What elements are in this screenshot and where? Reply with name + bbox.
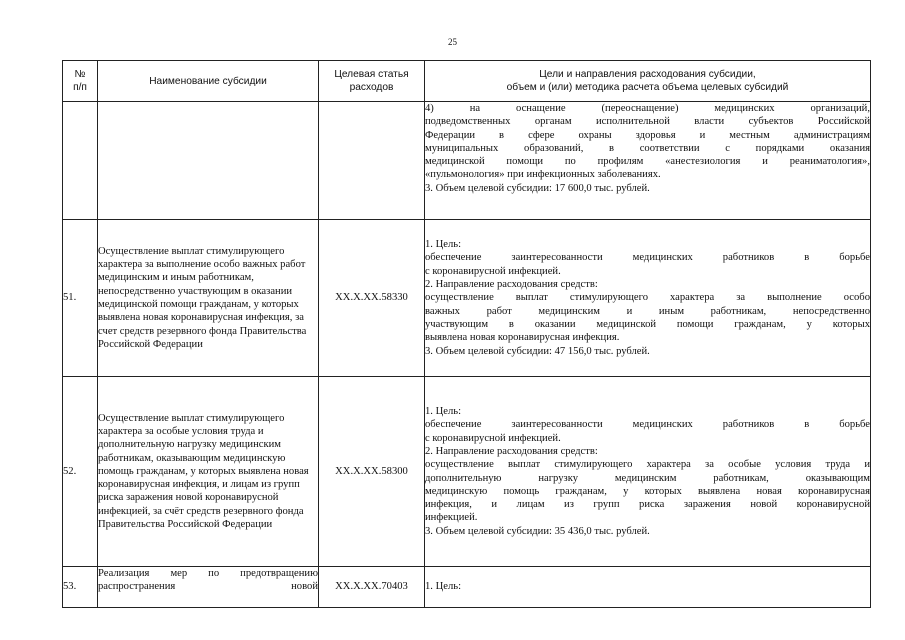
goals-line: медицинскую помощь гражданам, у которых выявлена новая коронавирусная bbox=[425, 485, 870, 497]
header-number: № п/п bbox=[63, 61, 98, 102]
goals-line: 3. Объем целевой субсидии: 35 436,0 тыс. рублей. bbox=[425, 525, 650, 537]
goals-line: выявлена новая коронавирусная инфекция. bbox=[425, 332, 620, 344]
goals-line: 2. Направление расходования средств: bbox=[425, 445, 598, 457]
table-row bbox=[63, 567, 871, 608]
header-subsidy-name: Наименование субсидии bbox=[98, 61, 319, 102]
subsidy-goals bbox=[425, 220, 871, 377]
goals-line: 1. Цель: bbox=[425, 239, 462, 251]
target-article-code: XX.X.XX.58300 bbox=[319, 377, 425, 567]
subsidy-goals bbox=[425, 377, 871, 567]
goals-line: Федерации в сфере охраны здоровья и местным администрациям bbox=[425, 129, 870, 141]
header-target-article: Целевая статья расходов bbox=[319, 61, 425, 102]
goals-line: инфекцией. bbox=[425, 512, 478, 524]
goals-line: обеспечение заинтересованности медицинских работников в борьбе bbox=[425, 419, 870, 431]
goals-line: с коронавирусной инфекцией. bbox=[425, 432, 561, 444]
header-goals: Цели и направления расходования субсидии, объем и (или) методика расчета объема целевых субсидий bbox=[425, 61, 871, 102]
goals-line: муниципальных образований, в соответствии с порядками оказания bbox=[425, 142, 870, 154]
goals-line: 2. Направление расходования средств: bbox=[425, 279, 598, 291]
row-number: 52. bbox=[63, 377, 98, 567]
subsidy-name: Осуществление выплат стимулирующего характера за особые условия труда и дополнительную нагрузку медицинским работникам, оказывающим медицинскую помощь гражданам, у которых выявлена новая коронавирусная инфекция, и лицам из групп риска заражения новой коронавирусной инфекцией, за счёт средств резервного фонда Правительства Российской Федерации bbox=[98, 377, 319, 567]
goals-line: 4) на оснащение (переоснащение) медицинских организаций, bbox=[425, 103, 870, 114]
subsidy-name: Осуществление выплат стимулирующего характера за выполнение особо важных работ медицинским и иным работникам, непосредственно участвующим в оказании медицинской помощи гражданам, у которых выявлена новая коронавирусная инфекция, за счет средств резервного фонда Правительства Российской Федерации bbox=[98, 220, 319, 377]
row-number: 51. bbox=[63, 220, 98, 377]
subsidy-goals bbox=[425, 567, 871, 608]
goals-line: 3. Объем целевой субсидии: 47 156,0 тыс. рублей. bbox=[425, 345, 650, 357]
goals-line: осуществление выплат стимулирующего характера за особые условия труда и bbox=[425, 459, 870, 471]
target-article-code: XX.X.XX.58330 bbox=[319, 220, 425, 377]
goals-line: подведомственных органам исполнительной власти субъектов Российской bbox=[425, 116, 870, 128]
table-row bbox=[63, 220, 871, 377]
goals-line: инфекция, и лицам из групп риска заражения новой коронавирусной bbox=[425, 499, 870, 511]
table-header-row bbox=[63, 61, 871, 102]
page-number: 25 bbox=[448, 37, 457, 47]
subsidy-table bbox=[62, 60, 871, 608]
subsidy-name bbox=[98, 102, 319, 220]
goals-line: дополнительную нагрузку медицинским работникам, оказывающим bbox=[425, 472, 870, 484]
goals-line: участвующим в оказании медицинской помощи гражданам, у которых bbox=[425, 318, 870, 330]
row-number bbox=[63, 102, 98, 220]
goals-line: важных работ медицинским и иным работникам, непосредственно bbox=[425, 305, 870, 317]
goals-line: медицинской помощи по профилям «анестезиология и реаниматология», bbox=[425, 156, 870, 168]
table-row bbox=[63, 377, 871, 567]
goals-line: обеспечение заинтересованности медицинских работников в борьбе bbox=[425, 252, 870, 264]
goals-line: осуществление выплат стимулирующего характера за выполнение особо bbox=[425, 292, 870, 304]
goals-line: с коронавирусной инфекцией. bbox=[425, 265, 561, 277]
goals-line: «пульмонология» при инфекционных заболеваниях. bbox=[425, 169, 661, 181]
target-article-code: XX.X.XX.70403 bbox=[319, 567, 425, 608]
goals-line: 1. Цель: bbox=[425, 406, 462, 418]
goals-line: 1. Цель: bbox=[425, 581, 462, 593]
row-number: 53. bbox=[63, 567, 98, 608]
table-row bbox=[63, 102, 871, 220]
subsidy-name: Реализация мер по предотвращению распространения новой bbox=[98, 567, 319, 608]
goals-line: 3. Объем целевой субсидии: 17 600,0 тыс. рублей. bbox=[425, 182, 650, 194]
subsidy-goals bbox=[425, 102, 871, 220]
target-article-code bbox=[319, 102, 425, 220]
